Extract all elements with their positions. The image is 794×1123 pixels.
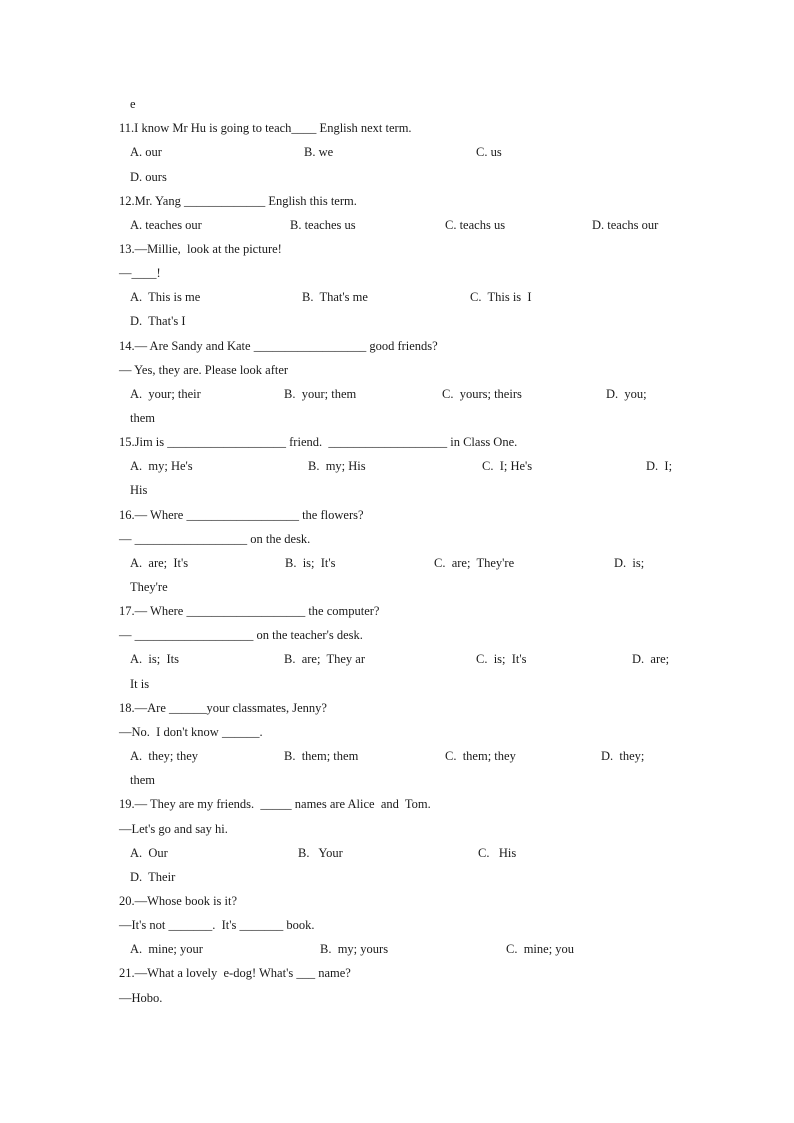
question-14-reply: — Yes, they are. Please look after (119, 363, 289, 377)
q12-option-c: C. teachs us (445, 218, 506, 232)
q15-option-b: B. my; His (308, 459, 366, 473)
question-20: 20.—Whose book is it? (119, 894, 238, 908)
q18-option-a: A. they; they (130, 749, 199, 763)
q15-option-d-cont: His (130, 483, 148, 497)
q16-option-a: A. are; It's (130, 556, 189, 570)
q16-option-d-cont: They're (130, 580, 168, 594)
q20-option-c: C. mine; you (506, 942, 575, 956)
q16-option-c: C. are; They're (434, 556, 515, 570)
question-16: 16.— Where __________________ the flowers? (119, 508, 364, 522)
question-15: 15.Jim is ___________________ friend. ___________________ in Class One. (119, 435, 518, 449)
q11-option-d: D. ours (130, 170, 167, 184)
question-17: 17.— Where ___________________ the computer? (119, 604, 380, 618)
q19-option-b: B. Your (298, 846, 343, 860)
q15-option-a: A. my; He's (130, 459, 193, 473)
q17-option-c: C. is; It's (476, 652, 527, 666)
q17-option-a: A. is; Its (130, 652, 179, 666)
question-16-reply: — __________________ on the desk. (119, 532, 311, 546)
question-17-reply: — ___________________ on the teacher's desk. (119, 628, 363, 642)
q14-option-a: A. your; their (130, 387, 201, 401)
q17-option-b: B. are; They ar (284, 652, 365, 666)
q20-option-a: A. mine; your (130, 942, 203, 956)
question-13: 13.—Millie, look at the picture! (119, 242, 282, 256)
q11-option-c: C. us (476, 145, 502, 159)
q14-option-d-cont: them (130, 411, 155, 425)
q14-option-b: B. your; them (284, 387, 357, 401)
question-18: 18.—Are ______your classmates, Jenny? (119, 701, 327, 715)
q15-option-d: D. I; (646, 459, 673, 473)
q14-option-c: C. yours; theirs (442, 387, 522, 401)
q18-option-c: C. them; they (445, 749, 516, 763)
q15-option-c: C. I; He's (482, 459, 533, 473)
stray-letter: e (130, 97, 136, 111)
q16-option-d: D. is; (614, 556, 645, 570)
q11-option-a: A. our (130, 145, 162, 159)
q14-option-d: D. you; (606, 387, 647, 401)
question-20-reply: —It's not _______. It's _______ book. (119, 918, 315, 932)
q17-option-d-cont: It is (130, 677, 150, 691)
q11-option-b: B. we (304, 145, 334, 159)
q13-option-d: D. That's I (130, 314, 186, 328)
q13-option-c: C. This is I (470, 290, 532, 304)
q18-option-d: D. they; (601, 749, 645, 763)
q19-option-d: D. Their (130, 870, 176, 884)
question-21: 21.—What a lovely e-dog! What's ___ name? (119, 966, 351, 980)
question-18-reply: —No. I don't know ______. (119, 725, 263, 739)
q17-option-d: D. are; (632, 652, 670, 666)
question-12: 12.Mr. Yang _____________ English this term. (119, 194, 357, 208)
q13-option-b: B. That's me (302, 290, 368, 304)
q12-option-d: D. teachs our (592, 218, 659, 232)
q16-option-b: B. is; It's (285, 556, 336, 570)
q19-option-a: A. Our (130, 846, 168, 860)
q12-option-b: B. teaches us (290, 218, 356, 232)
q18-option-b: B. them; them (284, 749, 359, 763)
q19-option-c: C. His (478, 846, 517, 860)
q13-option-a: A. This is me (130, 290, 201, 304)
question-14: 14.— Are Sandy and Kate __________________ good friends? (119, 339, 438, 353)
question-19-reply: —Let's go and say hi. (119, 822, 228, 836)
question-13-reply: —____! (119, 266, 161, 280)
q20-option-b: B. my; yours (320, 942, 389, 956)
question-21-reply: —Hobo. (119, 991, 163, 1005)
question-19: 19.— They are my friends. _____ names are Alice and Tom. (119, 797, 431, 811)
q18-option-d-cont: them (130, 773, 155, 787)
q12-option-a: A. teaches our (130, 218, 202, 232)
question-11: 11.I know Mr Hu is going to teach____ English next term. (119, 121, 412, 135)
